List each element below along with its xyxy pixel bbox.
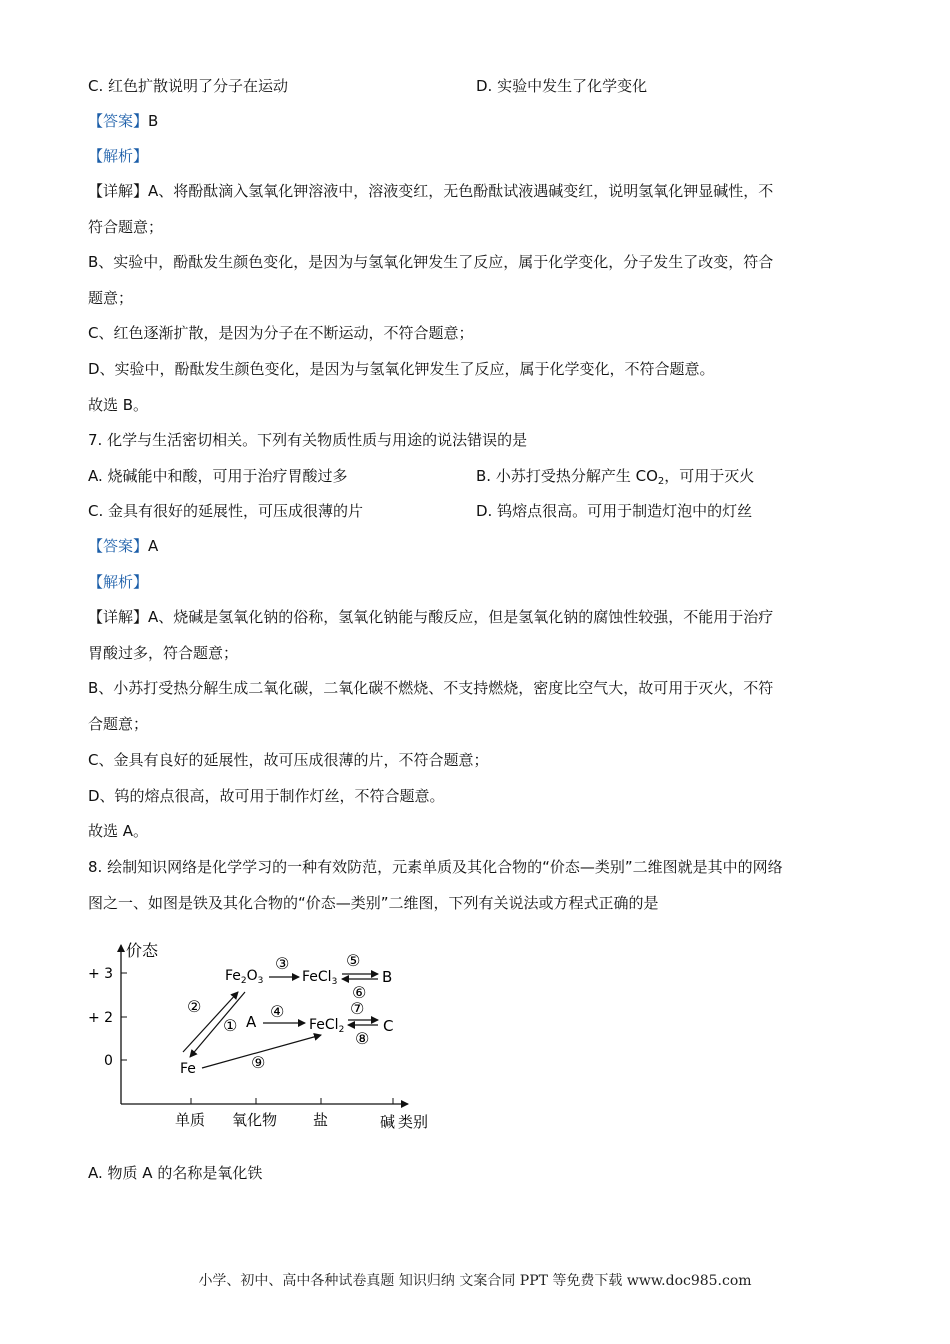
step-label-8: ⑧ [355,1029,370,1048]
q6-option-c: C. 红色扩散说明了分子在运动 [88,77,289,95]
q6-detail-c: C、红色逐渐扩散，是因为分子在不断运动，不符合题意； [88,324,474,342]
x-tick-oxide: 氧化物 [232,1111,278,1129]
node-fecl3: FeCl$_3$ [302,969,338,987]
step-label-4: ④ [270,1002,285,1021]
q8-option-a: A. 物质 A 的名称是氧化铁 [88,1164,263,1182]
q7-option-c: C. 金具有很好的延展性，可压成很薄的片 [88,502,364,520]
answer-value: A [148,537,159,555]
q6-detail-a-1 [88,181,773,201]
y-tick-2: + 2 [88,1010,114,1026]
q7-detail-b-2: 合题意； [88,715,149,733]
q8-stem-1: 8. 绘制知识网络是化学学习的一种有效防范，元素单质及其化合物的“价态—类别”二维图就是其中的网络 [88,858,783,876]
q6-conclusion: 故选 B。 [88,396,149,414]
q6-analysis-label: 【解析】 [88,147,149,165]
detail-text: A、将酚酞滴入氢氧化钾溶液中，溶液变红，无色酚酞试液遇碱变红，说明氢氧化钾显碱性，不 [148,182,774,200]
q7-detail-b-1: B、小苏打受热分解生成二氧化碳，二氧化碳不燃烧、不支持燃烧，密度比空气大，故可用于灭火，不符 [88,679,774,697]
q7-option-b [476,466,754,492]
q7-detail-a-2: 胃酸过多，符合题意； [88,644,239,662]
q6-detail-b-1: B、实验中，酚酞发生颜色变化，是因为与氢氧化钾发生了反应，属于化学变化，分子发生了改变，符合 [88,253,774,271]
q6-answer [88,111,158,131]
q6-option-d: D. 实验中发生了化学变化 [476,77,648,95]
step-label-6: ⑥ [352,983,367,1002]
node-b: B [382,968,393,986]
answer-label: 【答案】 [88,112,149,130]
step-label-3: ③ [275,954,290,973]
step-label-9: ⑨ [251,1053,266,1072]
node-a: A [246,1013,257,1031]
q7-conclusion: 故选 A。 [88,822,149,840]
detail-label: 【详解】 [88,608,149,626]
step-label-5: ⑤ [346,951,361,970]
answer-label: 【答案】 [88,537,149,555]
x-tick-element: 单质 [175,1111,206,1129]
q8-stem-2: 图之一、如图是铁及其化合物的“价态—类别”二维图，下列有关说法或方程式正确的是 [88,894,659,912]
option-b-text-end: ，可用于灭火 [664,467,755,485]
y-tick-3: + 3 [88,966,114,982]
q6-detail-b-2: 题意； [88,289,134,307]
q7-analysis-label: 【解析】 [88,573,149,591]
q7-detail-c: C、金具有良好的延展性，故可压成很薄的片，不符合题意； [88,751,489,769]
q7-option-a: A. 烧碱能中和酸，可用于治疗胃酸过多 [88,467,348,485]
y-tick-0: 0 [104,1053,113,1069]
option-b-subscript: 2 [657,476,665,487]
q7-option-d: D. 钨熔点很高。可用于制造灯泡中的灯丝 [476,502,753,520]
page-footer: 小学、初中、高中各种试卷真题 知识归纳 文案合同 PPT 等免费下载 www.doc985.com [198,1273,752,1289]
step-label-7: ⑦ [350,999,365,1018]
step-label-1: ① [223,1016,238,1035]
x-axis-label: 类别 [398,1113,429,1131]
q7-stem: 7. 化学与生活密切相关。下列有关物质性质与用途的说法错误的是 [88,431,528,449]
answer-value: B [148,112,159,130]
q6-detail-a-2: 符合题意； [88,218,164,236]
node-c: C [383,1017,394,1035]
q6-detail-d: D、实验中，酚酞发生颜色变化，是因为与氢氧化钾发生了反应，属于化学变化，不符合题意。 [88,360,715,378]
q7-detail-d: D、钨的熔点很高，故可用于制作灯丝，不符合题意。 [88,787,445,805]
q7-detail-a-1 [88,607,773,627]
node-fecl2: FeCl$_2$ [309,1017,345,1035]
node-fe: Fe [180,1061,196,1077]
x-tick-salt: 盐 [313,1111,329,1129]
q7-answer [88,536,158,556]
y-axis-label: 价态 [126,941,159,960]
option-b-text: B. 小苏打受热分解产生 CO [476,467,658,485]
valence-category-diagram [80,930,460,1135]
detail-text: A、烧碱是氢氧化钠的俗称，氢氧化钠能与酸反应，但是氢氧化钠的腐蚀性较强，不能用于治疗 [148,608,774,626]
detail-label: 【详解】 [88,182,149,200]
node-fe2o3: $Fe_2O_3$ [225,968,264,986]
step-label-2: ② [187,997,202,1016]
x-tick-base: 碱 [380,1113,396,1131]
